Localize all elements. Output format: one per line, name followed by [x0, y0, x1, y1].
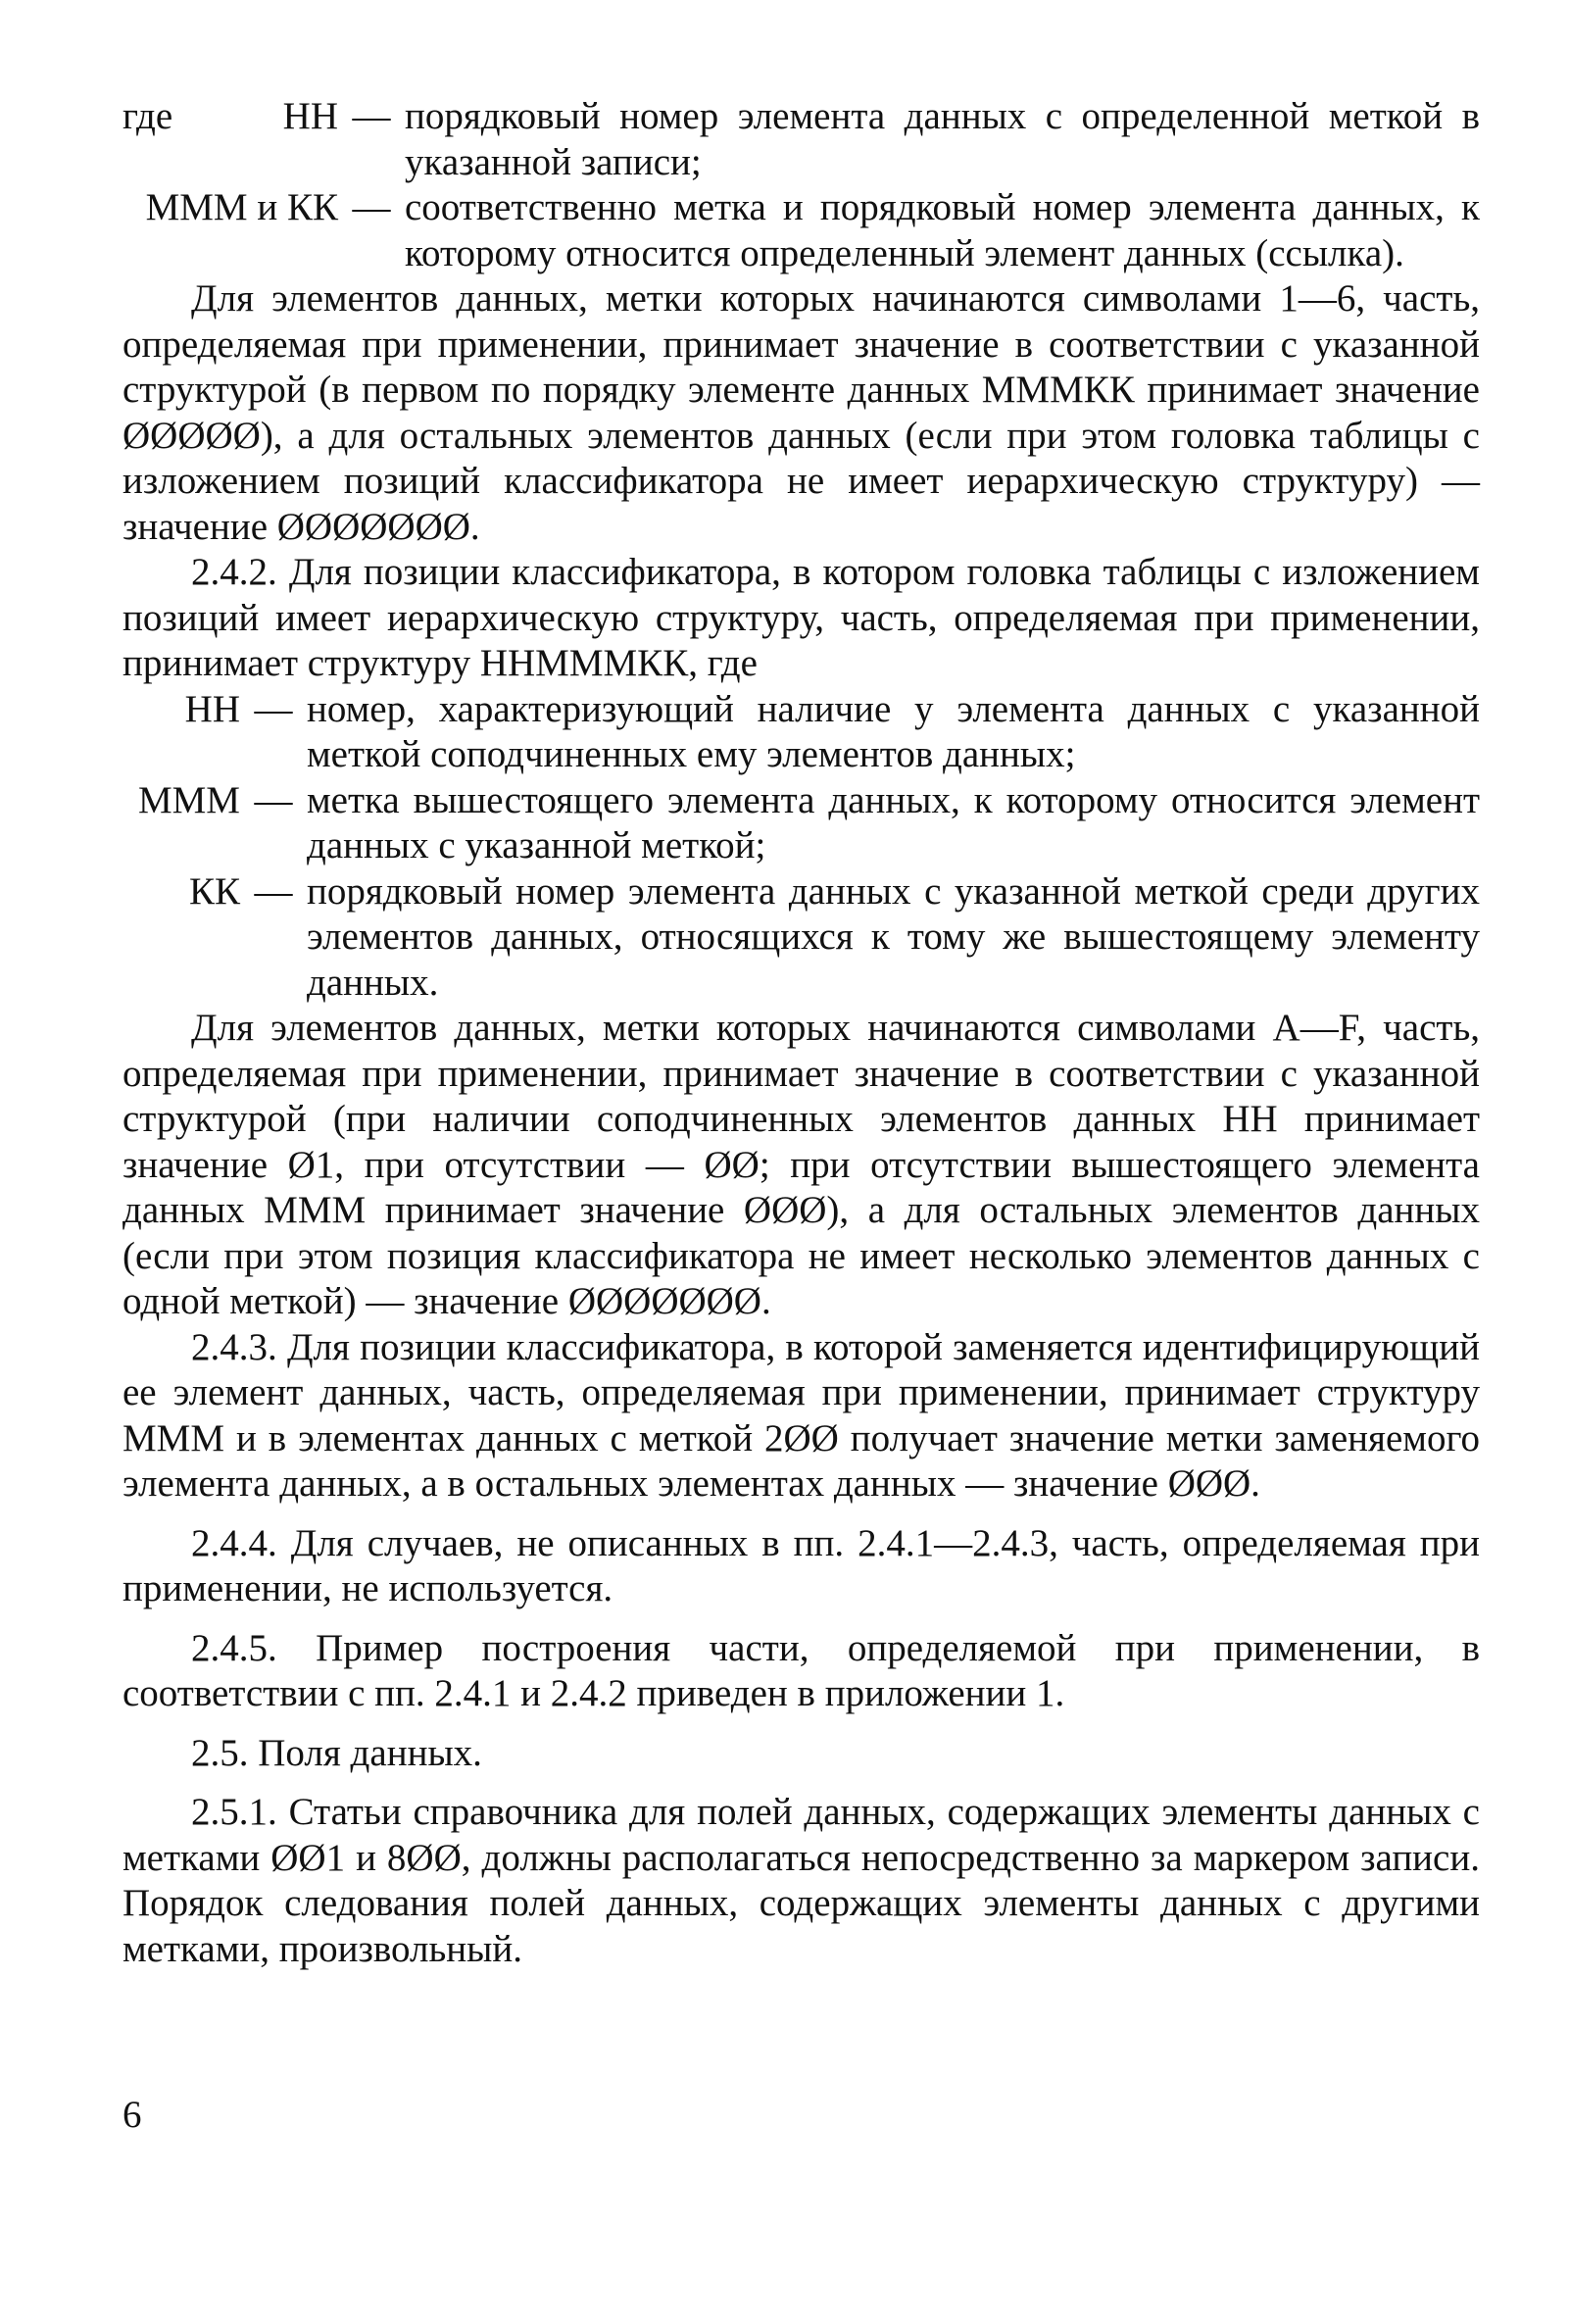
- paragraph-2-4-3: 2.4.3. Для позиции классификатора, в которой заменяется идентифицирующий ее элемент данных, часть, определяемая при применении, принимает структуру МММ и в элементах данных с меткой 2ØØ получает значение метки заменяемого элемента данных, а в остальных элементах данных — значение ØØØ.: [123, 1325, 1480, 1505]
- definition-list-2: [123, 687, 1480, 1007]
- paragraph-2-5-1: 2.5.1. Статьи справочника для полей данных, содержащих элементы данных с метками ØØ1 и 8ØØ, должны располагаться непосредственно за маркером записи. Порядок следования полей данных, содержащих элементы данных с другими метками, произвольный.: [123, 1791, 1480, 1970]
- definition-nn: [123, 94, 1480, 185]
- definition-mmm: [123, 778, 1480, 869]
- definition-list-1: [123, 94, 1480, 276]
- definition-text: метка вышестоящего элемента данных, к которому относится элемент данных с указанной меткой;: [307, 778, 1480, 866]
- definition-dash: —: [254, 687, 293, 730]
- definition-term: НН: [184, 687, 240, 730]
- paragraph-2-5: 2.5. Поля данных.: [191, 1731, 482, 1774]
- definition-term: МММ: [137, 778, 240, 821]
- page-number: 6: [123, 2094, 142, 2136]
- paragraph-2-4-2: 2.4.2. Для позиции классификатора, в котором головка таблицы с изложением позиций имеет иерархическую структуру, часть, определяемая при применении, принимает структуру ННМММКК, где: [123, 551, 1480, 684]
- where-word: где: [123, 95, 173, 137]
- definition-term: НН: [282, 95, 338, 137]
- definition-term: МММ и КК: [145, 186, 338, 228]
- definition-dash: —: [352, 95, 391, 137]
- definition-text: порядковый номер элемента данных с указанной меткой среди других элементов данных, относящихся к тому же вышестоящему элементу данных.: [307, 869, 1480, 1004]
- document-page: [123, 94, 1480, 1972]
- definition-dash: —: [254, 869, 293, 913]
- definition-kk: [123, 869, 1480, 1007]
- definition-term: КК: [188, 869, 240, 913]
- definition-text: соответственно метка и порядковый номер элемента данных, к которому относится определенный элемент данных (ссылка).: [405, 186, 1480, 274]
- definition-dash: —: [254, 778, 293, 821]
- paragraph-elements-a-f: Для элементов данных, метки которых начинаются символами A—F, часть, определяемая при применении, принимает значение в соответствии с указанной структурой (при наличии соподчиненных элементов данных НН принимает значение Ø1, при отсутствии — ØØ; при отсутствии вышестоящего элемента данных МММ принимает значение ØØØ), а для остальных элементов данных (если при этом позиция классификатора не имеет несколько элементов данных с одной меткой) — значение ØØØØØØØ.: [123, 1007, 1480, 1322]
- definition-mmm-kk: [123, 185, 1480, 276]
- paragraph-elements-1-6: Для элементов данных, метки которых начинаются символами 1—6, часть, определяемая при применении, принимает значение в соответствии с указанной структурой (в первом по порядку элементе данных МММКК принимает значение ØØØØØ), а для остальных элементов данных (если при этом головка таблицы с изложением позиций классификатора не имеет иерархическую структуру) — значение ØØØØØØØ.: [123, 277, 1480, 548]
- paragraph-2-4-4: 2.4.4. Для случаев, не описанных в пп. 2.4.1—2.4.3, часть, определяемая при применении, не используется.: [123, 1521, 1480, 1609]
- definition-text: номер, характеризующий наличие у элемента данных с указанной меткой соподчиненных ему элементов данных;: [307, 687, 1480, 775]
- definition-text: порядковый номер элемента данных с определенной меткой в указанной записи;: [405, 95, 1480, 183]
- definition-nn: [123, 687, 1480, 778]
- paragraph-2-4-5: 2.4.5. Пример построения части, определяемой при применении, в соответствии с пп. 2.4.1 и 2.4.2 приведен в приложении 1.: [123, 1626, 1480, 1714]
- definition-dash: —: [352, 186, 391, 228]
